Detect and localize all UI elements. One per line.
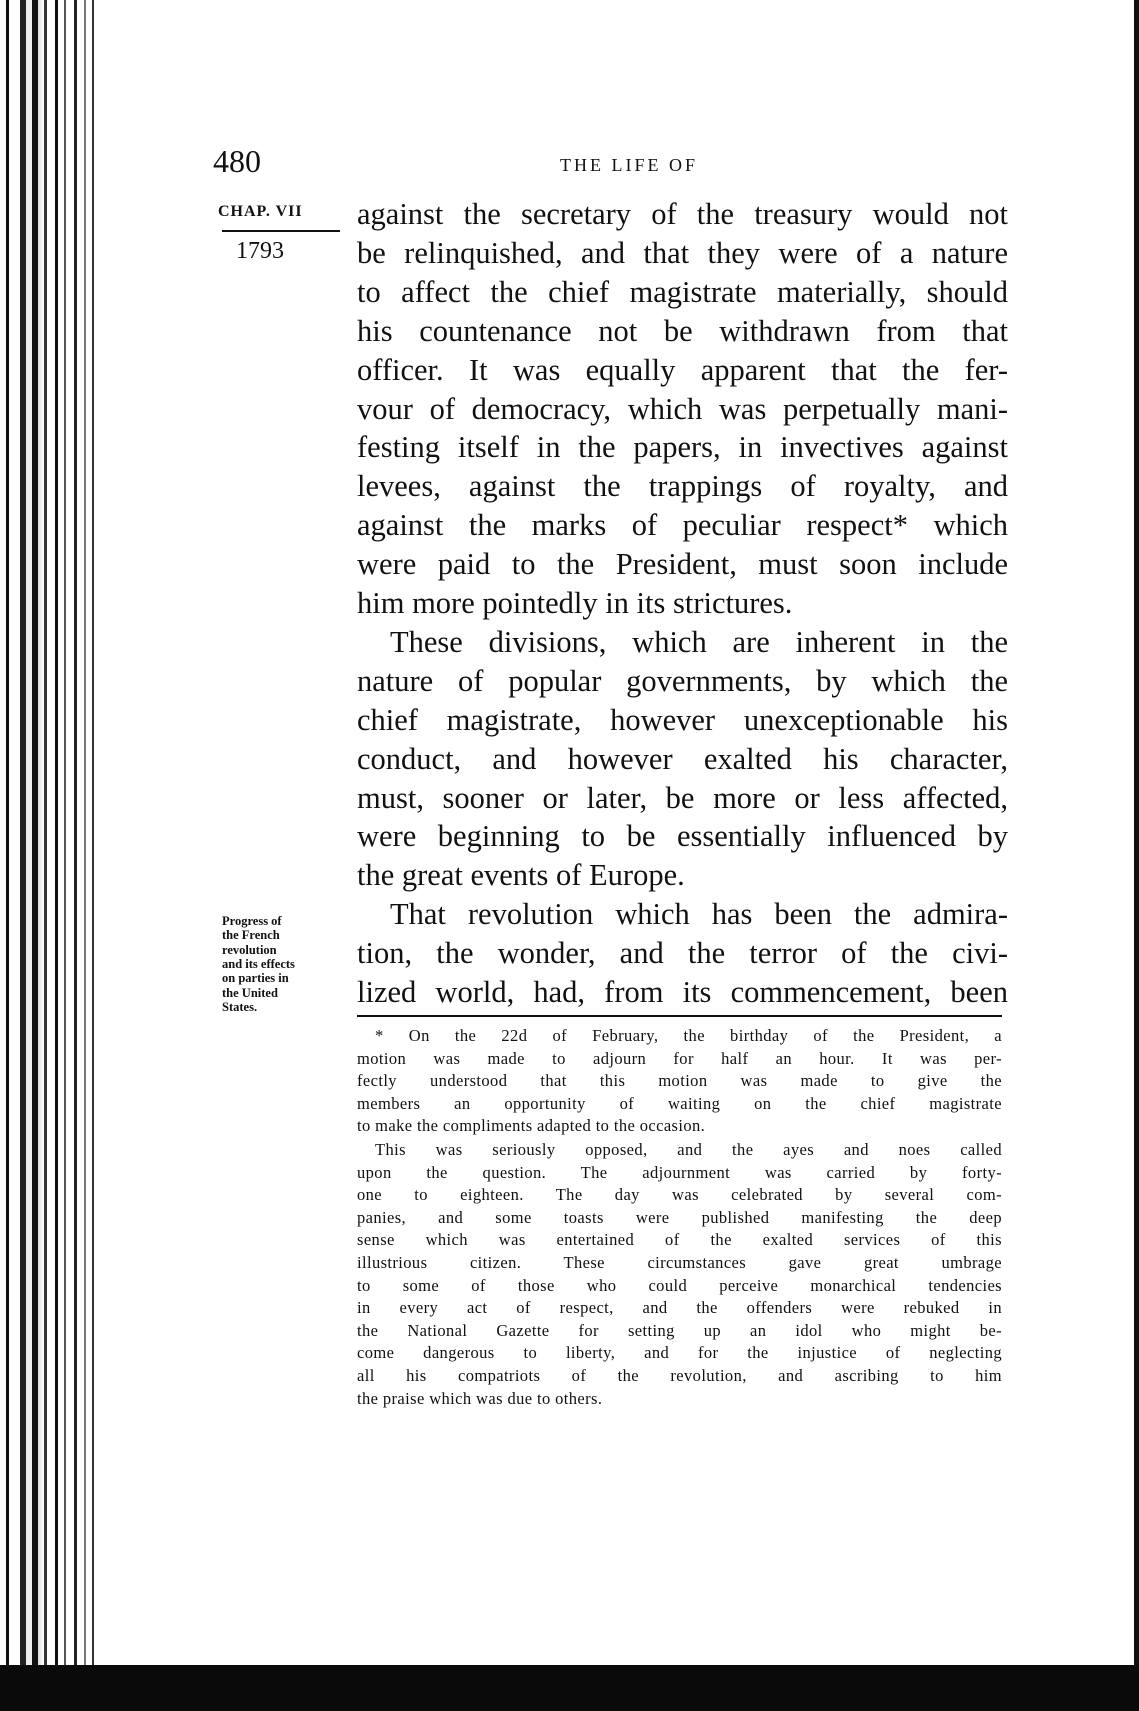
page-edge <box>1134 0 1139 1711</box>
margin-note-line: the United <box>222 985 278 1000</box>
body-line: against the marks of peculiar respect* which <box>357 508 1008 543</box>
running-title: THE LIFE OF <box>560 155 698 175</box>
body-line: the great events of Europe. <box>357 858 685 893</box>
year-label: 1793 <box>236 238 284 264</box>
margin-note-line: on parties in <box>222 971 289 986</box>
footnote-line: members an opportunity of waiting on the chief magistrate <box>357 1093 1002 1113</box>
margin-note-line: and its effects <box>222 956 295 971</box>
body-line: were paid to the President, must soon include <box>357 547 1008 582</box>
body-line: be relinquished, and that they were of a nature <box>357 235 1008 270</box>
margin-note-line: the French <box>222 928 280 943</box>
footnote-line: in every act of respect, and the offenders were rebuked in <box>357 1298 1002 1318</box>
footnote-line: upon the question. The adjournment was carried by forty- <box>357 1162 1002 1182</box>
scan-border <box>0 1665 1139 1711</box>
body-line: festing itself in the papers, in invectives against <box>357 430 1008 465</box>
body-line: against the secretary of the treasury would not <box>357 197 1008 231</box>
body-line: conduct, and however exalted his character, <box>357 741 1008 776</box>
footnote-line: sense which was entertained of the exalted services of this <box>357 1230 1002 1250</box>
body-line: chief magistrate, however unexceptionable his <box>357 702 1008 737</box>
body-line: These divisions, which are inherent in the <box>390 624 1008 659</box>
body-line: tion, the wonder, and the terror of the civi- <box>357 936 1008 971</box>
chapter-rule <box>222 230 340 232</box>
body-line: nature of popular governments, by which the <box>357 663 1008 698</box>
body-line: his countenance not be withdrawn from that <box>357 313 1008 348</box>
footnote-rule <box>357 1015 1002 1017</box>
footnote-line: This was seriously opposed, and the ayes and noes called <box>375 1140 1002 1159</box>
body-line: vour of democracy, which was perpetually mani- <box>357 391 1008 426</box>
body-line: lized world, had, from its commencement, been <box>357 975 1008 1009</box>
footnote-line: the praise which was due to others. <box>357 1388 603 1408</box>
footnote-line: motion was made to adjourn for half an hour. It was per- <box>357 1048 1002 1068</box>
footnote-line: one to eighteen. The day was celebrated by several com- <box>357 1185 1002 1205</box>
margin-note-line: States. <box>222 999 258 1014</box>
chapter-label: CHAP. VII <box>218 203 303 220</box>
body-line: levees, against the trappings of royalty, and <box>357 469 1008 504</box>
body-line: officer. It was equally apparent that the fer- <box>357 352 1008 387</box>
footnote-line: illustrious citizen. These circumstances gave great umbrage <box>357 1253 1002 1272</box>
footnote-line: come dangerous to liberty, and for the injustice of neglecting <box>357 1343 1002 1363</box>
page-number: 480 <box>213 143 261 179</box>
footnote-line: the National Gazette for setting up an idol who might be- <box>357 1320 1002 1340</box>
footnote-line: to make the compliments adapted to the occasion. <box>357 1116 706 1136</box>
margin-note-line: Progress of <box>222 914 282 928</box>
footnote-line: * On the 22d of February, the birthday of the President, a <box>375 1026 1002 1045</box>
body-line: must, sooner or later, be more or less affected, <box>357 780 1008 815</box>
body-line: were beginning to be essentially influenced by <box>357 819 1008 854</box>
footnote-line: all his compatriots of the revolution, and ascribing to him <box>357 1366 1002 1385</box>
book-binding-edge <box>0 0 100 1711</box>
margin-note-line: revolution <box>222 942 277 957</box>
footnote-line: panies, and some toasts were published manifesting the deep <box>357 1207 1002 1227</box>
footnote-line: to some of those who could perceive monarchical tendencies <box>357 1275 1002 1295</box>
body-line: him more pointedly in its strictures. <box>357 586 793 620</box>
body-line: That revolution which has been the admira- <box>390 897 1008 932</box>
body-line: to affect the chief magistrate materially, should <box>357 274 1008 309</box>
footnote-line: fectly understood that this motion was made to give the <box>357 1071 1002 1091</box>
